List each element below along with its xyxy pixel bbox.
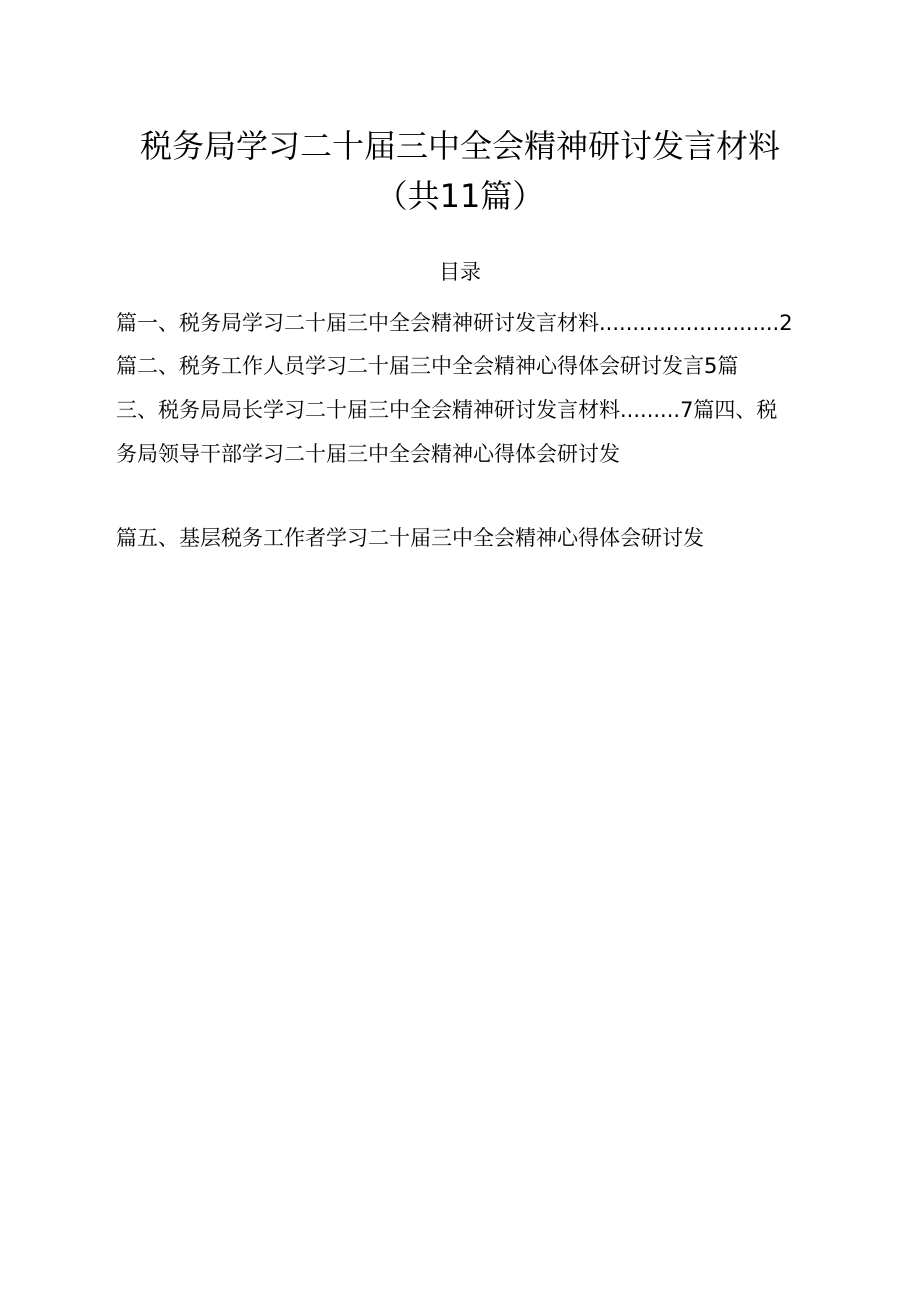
toc-entry[interactable]: 务局领导干部学习二十届三中全会精神心得体会研讨发 (116, 442, 620, 466)
document-subtitle: （共11篇） (375, 177, 545, 215)
toc-entry[interactable]: 篇二、税务工作人员学习二十届三中全会精神心得体会研讨发言5篇 (116, 354, 739, 378)
toc-entry[interactable]: 三、税务局局长学习二十届三中全会精神研讨发言材料.........7篇四、税 (116, 398, 778, 422)
toc-entry[interactable]: 篇一、税务局学习二十届三中全会精神研讨发言材料...........................2 (116, 311, 793, 335)
document-title: 税务局学习二十届三中全会精神研讨发言材料 (139, 127, 780, 165)
toc-heading: 目录 (439, 260, 481, 284)
toc-entry[interactable]: 篇五、基层税务工作者学习二十届三中全会精神心得体会研讨发 (116, 526, 704, 550)
